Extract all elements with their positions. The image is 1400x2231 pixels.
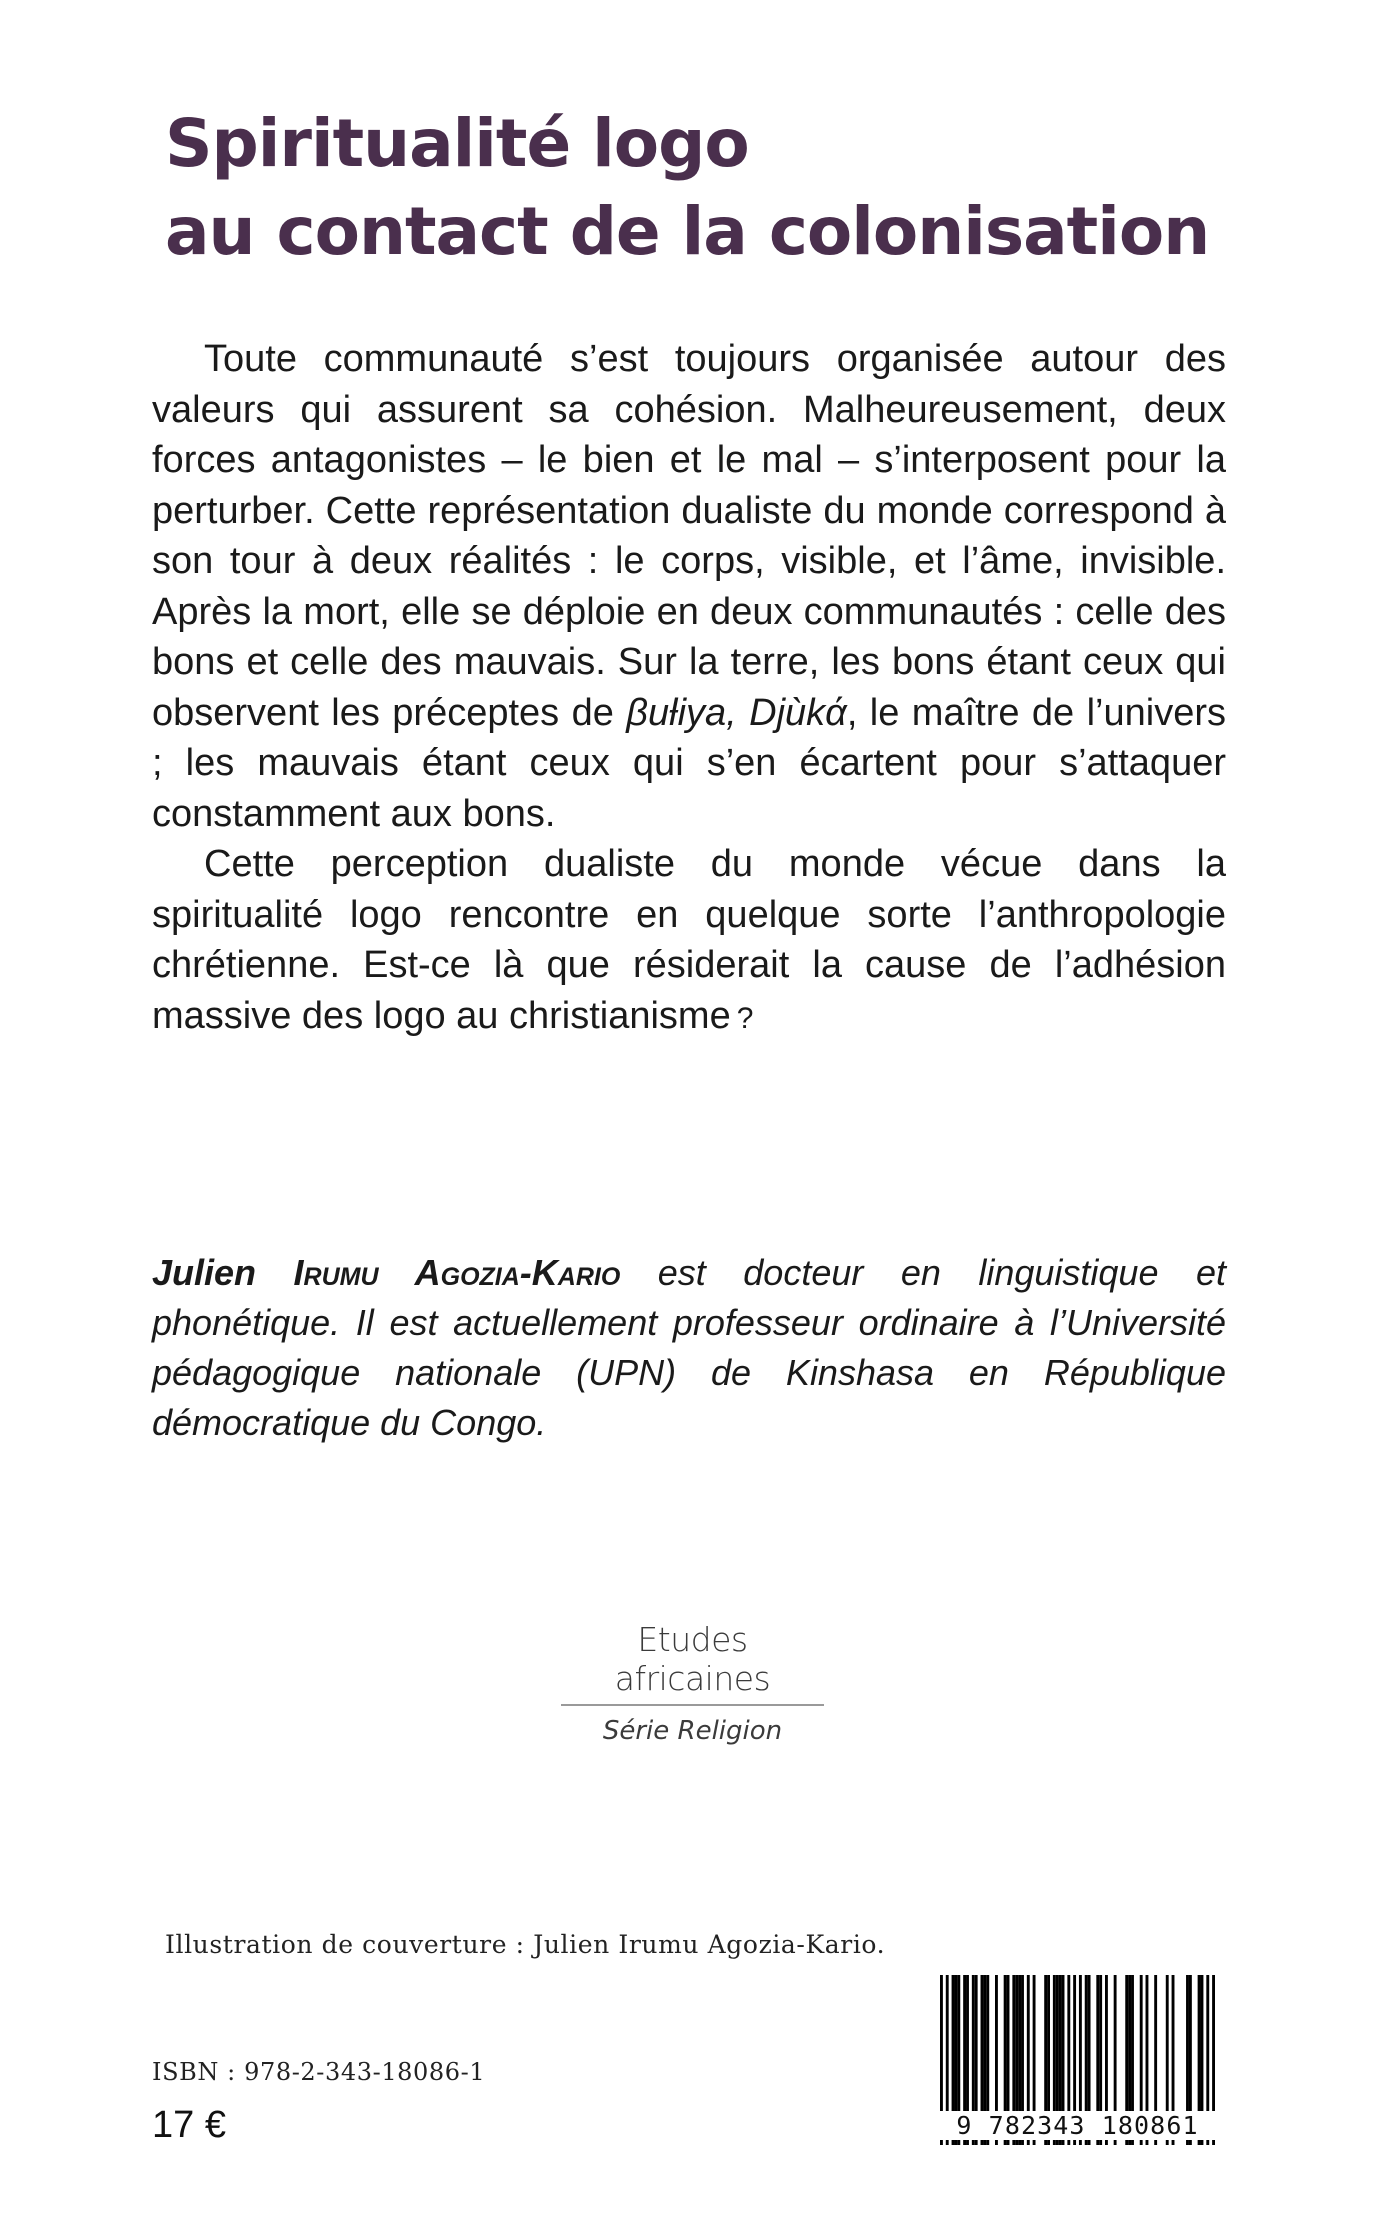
title-line-1: Spiritualité logo bbox=[165, 105, 749, 182]
synopsis-paragraph-2 bbox=[152, 839, 1226, 1044]
title-line-2: au contact de la colonisation bbox=[165, 193, 1210, 270]
book-title bbox=[165, 100, 1265, 276]
isbn: ISBN : 978-2-343-18086-1 bbox=[152, 2058, 486, 2086]
synopsis-text-2: Cette perception dualiste du monde vécue dans la spiritualité logo rencontre en quelque sorte l’anthropologie chrétienne. Est-ce là que résiderait la cause de l’adhésion massive des logo au christianisme bbox=[152, 843, 1226, 1037]
cover-credit: Illustration de couverture : Julien Irumu Agozia-Kario. bbox=[165, 1930, 886, 1959]
synopsis-term: βuƚiya, Djùkά bbox=[626, 691, 847, 734]
author-bio-text: est docteur en linguistique et phonétique. Il est actuellement professeur ordinaire à l’Université pédagogique nationale (UPN) de Kinshasa en République démocratique du Congo. bbox=[152, 1252, 1226, 1443]
barcode-digits: 9 782343 180861 bbox=[940, 2111, 1215, 2140]
author-bio bbox=[152, 1248, 1226, 1448]
author-name bbox=[152, 1252, 620, 1293]
synopsis bbox=[152, 334, 1226, 1044]
synopsis-text-1a: Toute communauté s’est toujours organisée autour des valeurs qui assurent sa cohésion. Malheureusement, deux forces antagonistes – le bien et le mal – s’interposent pour la perturber. Cette représentation dualiste du monde correspond à son tour à deux réalités : le corps, visible, et l’âme, invisible. Après la mort, elle se déploie en deux communautés : celle des bons et celle des mauvais. Sur la terre, les bons étant ceux qui observent les préceptes de bbox=[152, 338, 1226, 734]
synopsis-paragraph-1 bbox=[152, 334, 1226, 839]
synopsis-text-1b: , le maître de l’univers ; les mauvais étant ceux qui s’en écartent pour s’attaquer constamment aux bons. bbox=[152, 691, 1226, 835]
price: 17 € bbox=[152, 2104, 226, 2146]
barcode bbox=[940, 1975, 1215, 2155]
series-subtitle: Série Religion bbox=[602, 1716, 783, 1746]
question-mark: ? bbox=[736, 1001, 754, 1035]
author-last-name: Irumu Agozia-Kario bbox=[293, 1252, 621, 1293]
series-block bbox=[555, 1620, 830, 1746]
series-name: Etudes africaines bbox=[614, 1620, 771, 1698]
author-first-name: Julien bbox=[152, 1252, 257, 1293]
